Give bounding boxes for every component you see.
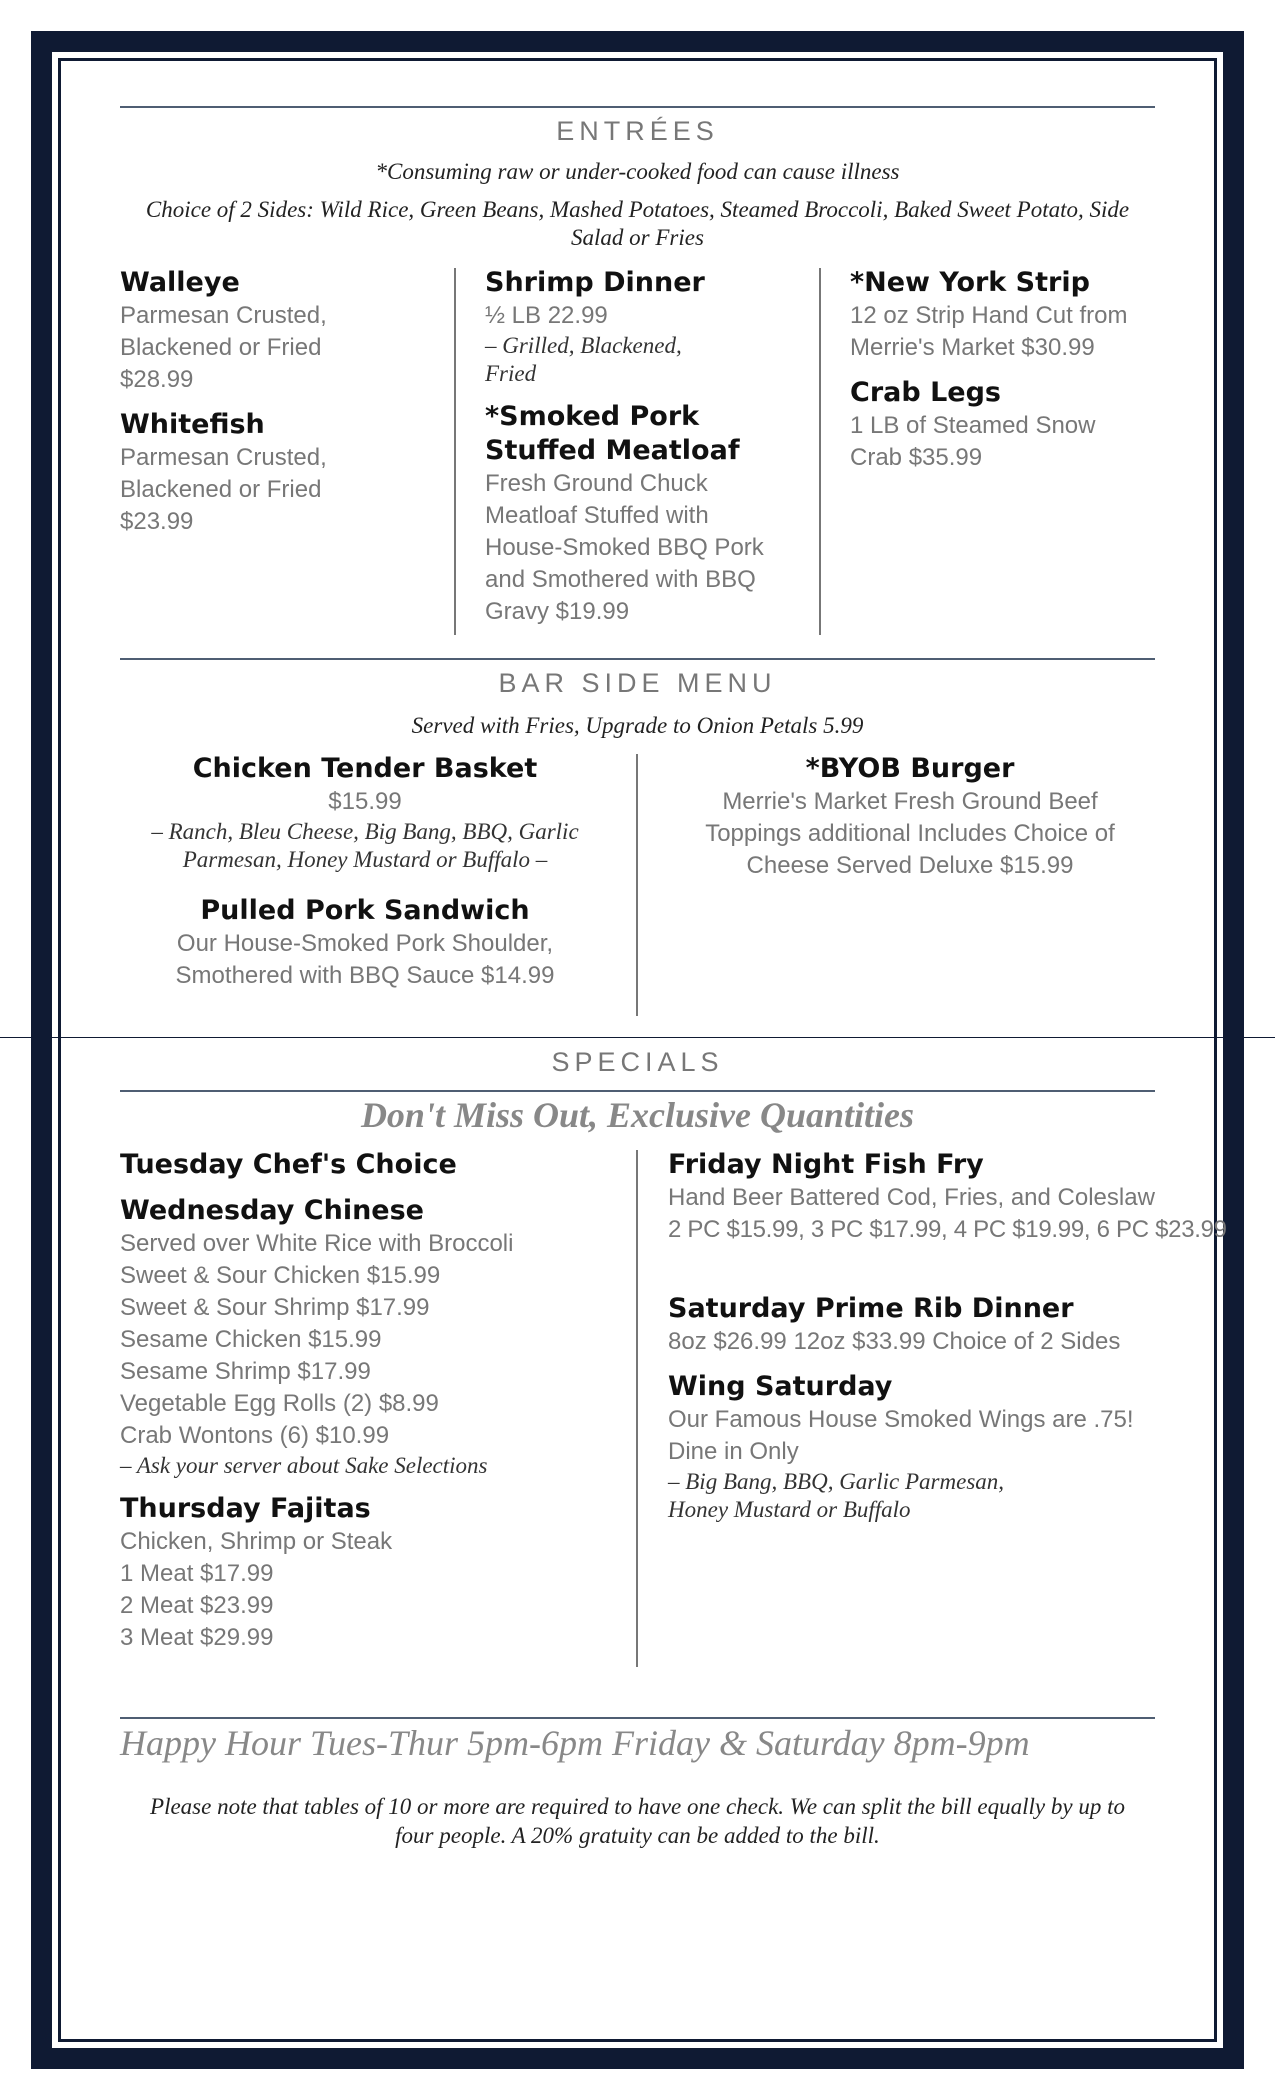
- byob-burger-name: *BYOB Burger: [805, 753, 1015, 784]
- fold-line: [0, 1037, 1275, 1038]
- shrimp-dinner-options: – Grilled, Blackened, Fried: [485, 333, 682, 386]
- byob-burger-desc: Merrie's Market Fresh Ground Beef Toppings additional Includes Choice of Cheese Served Deluxe $15.99: [705, 788, 1115, 879]
- thursday-line: Chicken, Shrimp or Steak: [120, 1528, 393, 1555]
- friday-line: 2 PC $15.99, 3 PC $17.99, 4 PC $19.99, 6 PC $23.99: [668, 1216, 1227, 1243]
- entrees-divider-2: [819, 268, 821, 635]
- wing-line: Our Famous House Smoked Wings are .75!: [668, 1406, 1134, 1433]
- thursday-line: 2 Meat $23.99: [120, 1592, 274, 1619]
- shrimp-dinner-price: ½ LB 22.99: [485, 302, 608, 329]
- walleye-desc: Parmesan Crusted, Blackened or Fried $28.99: [120, 302, 327, 393]
- crab-legs-name: Crab Legs: [850, 377, 1001, 408]
- bar-divider: [636, 754, 638, 1016]
- crab-legs-desc: 1 LB of Steamed Snow Crab $35.99: [850, 412, 1096, 471]
- wing-sauces: – Big Bang, BBQ, Garlic Parmesan, Honey Mustard or Buffalo: [668, 1469, 1005, 1522]
- bar-title: BAR SIDE MENU: [498, 668, 777, 698]
- entrees-divider-1: [454, 268, 456, 635]
- friday-name: Friday Night Fish Fry: [668, 1149, 984, 1180]
- menu-content: [120, 0, 1227, 2100]
- thursday-line: 3 Meat $29.99: [120, 1624, 274, 1651]
- prime-rib-desc: 8oz $26.99 12oz $33.99 Choice of 2 Sides: [668, 1328, 1121, 1355]
- tender-basket-sauces: – Ranch, Bleu Cheese, Big Bang, BBQ, Garlic Parmesan, Honey Mustard or Buffalo –: [151, 819, 579, 872]
- wednesday-line: Vegetable Egg Rolls (2) $8.99: [120, 1390, 439, 1417]
- thursday-name: Thursday Fajitas: [120, 1493, 371, 1524]
- bar-top-rule: [120, 658, 1155, 660]
- entrees-col-3: [850, 266, 1155, 474]
- ny-strip-desc: 12 oz Strip Hand Cut from Merrie's Market $30.99: [850, 302, 1128, 361]
- wednesday-line: Sesame Chicken $15.99: [120, 1326, 382, 1353]
- wednesday-line: Served over White Rice with Broccoli: [120, 1230, 514, 1257]
- friday-line: Hand Beer Battered Cod, Fries, and Coleslaw: [668, 1184, 1155, 1211]
- tender-basket-price: $15.99: [328, 788, 402, 815]
- shrimp-dinner-name: Shrimp Dinner: [485, 267, 705, 298]
- entrees-col-1: [120, 266, 450, 538]
- wing-saturday-name: Wing Saturday: [668, 1371, 893, 1402]
- entrees-col-2: [485, 266, 785, 628]
- wednesday-line: Sesame Shrimp $17.99: [120, 1358, 371, 1385]
- specials-divider: [636, 1150, 638, 1667]
- specials-title: SPECIALS: [551, 1047, 724, 1077]
- ny-strip-name: *New York Strip: [850, 267, 1090, 298]
- wednesday-name: Wednesday Chinese: [120, 1195, 424, 1226]
- wednesday-line: Sweet & Sour Shrimp $17.99: [120, 1294, 430, 1321]
- check-notice: [120, 1792, 1155, 1850]
- meatloaf-desc: Fresh Ground Chuck Meatloaf Stuffed with House-Smoked BBQ Pork and Smothered with BBQ Gravy $19.99: [485, 470, 764, 625]
- bar-col-right: [665, 752, 1155, 882]
- bar-col-left: [120, 752, 610, 992]
- whitefish-name: Whitefish: [120, 409, 265, 440]
- sake-note: – Ask your server about Sake Selections: [120, 1453, 488, 1478]
- happy-hour-rule: [120, 1717, 1155, 1719]
- specials-col-left: [120, 1148, 620, 1654]
- sides-note-text: Choice of 2 Sides: Wild Rice, Green Beans, Mashed Potatoes, Steamed Broccoli, Baked Sweet Potato, Side Salad or Fries: [145, 197, 1130, 250]
- wing-line: Dine in Only: [668, 1438, 799, 1465]
- tender-basket-name: Chicken Tender Basket: [192, 753, 538, 784]
- wednesday-line: Crab Wontons (6) $10.99: [120, 1422, 390, 1449]
- meatloaf-name: *Smoked Pork Stuffed Meatloaf: [485, 401, 740, 466]
- bar-note: Served with Fries, Upgrade to Onion Petals 5.99: [411, 713, 864, 738]
- wednesday-line: Sweet & Sour Chicken $15.99: [120, 1262, 441, 1289]
- pulled-pork-name: Pulled Pork Sandwich: [200, 895, 530, 926]
- walleye-name: Walleye: [120, 267, 240, 298]
- entrees-top-rule: [120, 106, 1155, 108]
- raw-food-warning: *Consuming raw or under-cooked food can cause illness: [375, 159, 900, 184]
- check-notice-text: Please note that tables of 10 or more are required to have one check. We can split the bill equally by up to four people. A 20% gratuity can be added to the bill.: [150, 1794, 1125, 1848]
- tuesday-name: Tuesday Chef's Choice: [120, 1149, 457, 1180]
- whitefish-desc: Parmesan Crusted, Blackened or Fried $23.99: [120, 444, 327, 535]
- specials-rule: [120, 1090, 1155, 1092]
- entrees-title: ENTRÉES: [556, 116, 719, 146]
- thursday-line: 1 Meat $17.99: [120, 1560, 274, 1587]
- prime-rib-name: Saturday Prime Rib Dinner: [668, 1293, 1074, 1324]
- sides-note: [120, 196, 1155, 252]
- specials-tagline: Don't Miss Out, Exclusive Quantities: [360, 1095, 915, 1135]
- happy-hour: Happy Hour Tues-Thur 5pm-6pm Friday & Saturday 8pm-9pm: [120, 1723, 1030, 1763]
- pulled-pork-desc: Our House-Smoked Pork Shoulder, Smothered with BBQ Sauce $14.99: [175, 930, 555, 989]
- specials-col-right: [668, 1148, 1227, 1524]
